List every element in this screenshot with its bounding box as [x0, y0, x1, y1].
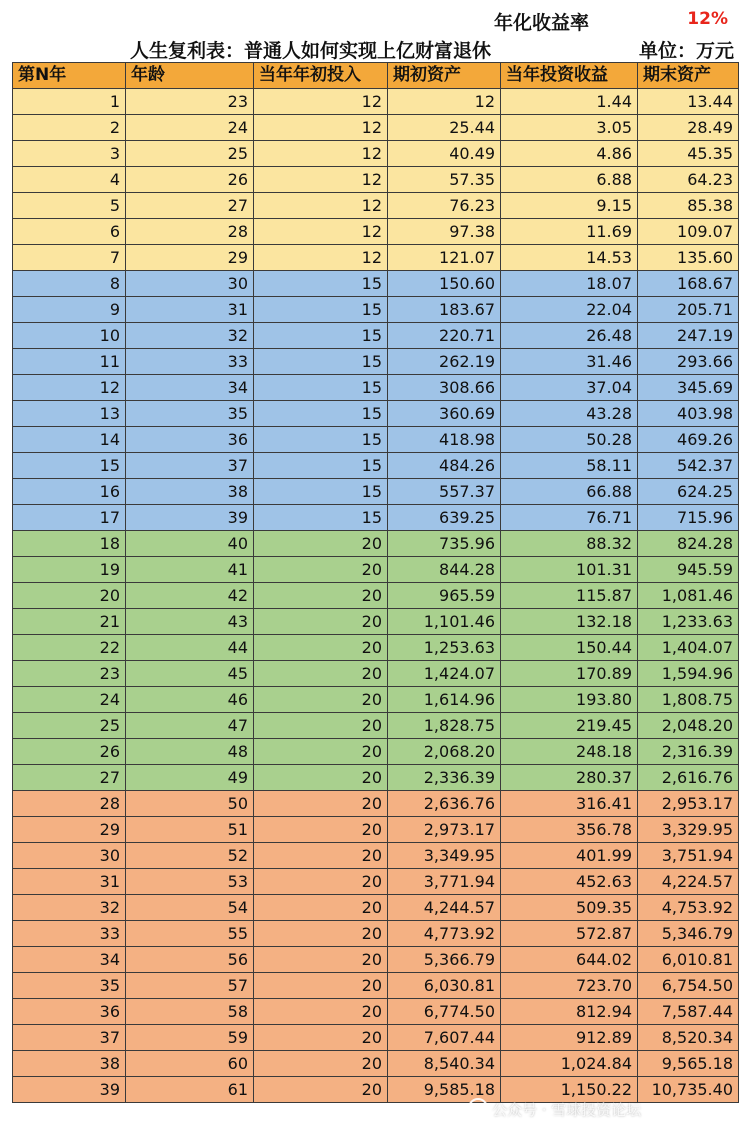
cell-age: 49 — [126, 765, 254, 791]
cell-annual-return: 150.44 — [501, 635, 638, 661]
cell-year-n: 13 — [13, 401, 126, 427]
cell-age: 55 — [126, 921, 254, 947]
cell-opening-assets: 25.44 — [388, 115, 501, 141]
cell-annual-investment: 20 — [254, 583, 388, 609]
cell-year-n: 39 — [13, 1077, 126, 1103]
cell-age: 40 — [126, 531, 254, 557]
cell-age: 24 — [126, 115, 254, 141]
cell-closing-assets: 247.19 — [638, 323, 739, 349]
cell-opening-assets: 97.38 — [388, 219, 501, 245]
table-row — [13, 791, 739, 817]
cell-annual-investment: 20 — [254, 973, 388, 999]
cell-annual-return: 101.31 — [501, 557, 638, 583]
cell-year-n: 6 — [13, 219, 126, 245]
table-row — [13, 375, 739, 401]
cell-closing-assets: 135.60 — [638, 245, 739, 271]
cell-annual-return: 644.02 — [501, 947, 638, 973]
table-row — [13, 1051, 739, 1077]
cell-opening-assets: 3,771.94 — [388, 869, 501, 895]
cell-opening-assets: 1,614.96 — [388, 687, 501, 713]
table-row — [13, 141, 739, 167]
table-row — [13, 661, 739, 687]
cell-annual-investment: 20 — [254, 921, 388, 947]
cell-annual-investment: 20 — [254, 843, 388, 869]
table-row — [13, 817, 739, 843]
cell-annual-investment: 20 — [254, 947, 388, 973]
cell-year-n: 12 — [13, 375, 126, 401]
cell-annual-return: 14.53 — [501, 245, 638, 271]
cell-year-n: 23 — [13, 661, 126, 687]
header-age: 年龄 — [126, 63, 254, 89]
cell-annual-return: 248.18 — [501, 739, 638, 765]
cell-annual-investment: 20 — [254, 765, 388, 791]
cell-annual-return: 356.78 — [501, 817, 638, 843]
cell-annual-investment: 12 — [254, 193, 388, 219]
cell-annual-return: 9.15 — [501, 193, 638, 219]
cell-year-n: 5 — [13, 193, 126, 219]
cell-annual-return: 132.18 — [501, 609, 638, 635]
cell-year-n: 33 — [13, 921, 126, 947]
cell-annual-return: 76.71 — [501, 505, 638, 531]
table-header-row — [13, 63, 739, 89]
cell-age: 37 — [126, 453, 254, 479]
cell-closing-assets: 3,751.94 — [638, 843, 739, 869]
unit-label: 单位：万元 — [638, 40, 734, 62]
cell-closing-assets: 8,520.34 — [638, 1025, 739, 1051]
cell-year-n: 8 — [13, 271, 126, 297]
cell-opening-assets: 1,828.75 — [388, 713, 501, 739]
cell-closing-assets: 64.23 — [638, 167, 739, 193]
table-body — [13, 89, 739, 1103]
cell-opening-assets: 9,585.18 — [388, 1077, 501, 1103]
cell-age: 38 — [126, 479, 254, 505]
cell-closing-assets: 4,224.57 — [638, 869, 739, 895]
cell-annual-investment: 20 — [254, 999, 388, 1025]
cell-age: 47 — [126, 713, 254, 739]
cell-age: 25 — [126, 141, 254, 167]
compound-interest-table — [12, 62, 739, 1103]
cell-annual-investment: 20 — [254, 895, 388, 921]
table-row — [13, 271, 739, 297]
header-annual-investment: 当年年初投入 — [254, 63, 388, 89]
sheet-title: 人生复利表：普通人如何实现上亿财富退休 — [130, 40, 492, 62]
cell-annual-return: 1.44 — [501, 89, 638, 115]
cell-annual-investment: 20 — [254, 869, 388, 895]
table-row — [13, 843, 739, 869]
table-row — [13, 947, 739, 973]
cell-annual-investment: 15 — [254, 297, 388, 323]
cell-age: 41 — [126, 557, 254, 583]
cell-opening-assets: 1,424.07 — [388, 661, 501, 687]
cell-closing-assets: 28.49 — [638, 115, 739, 141]
cell-annual-investment: 15 — [254, 427, 388, 453]
cell-opening-assets: 418.98 — [388, 427, 501, 453]
cell-closing-assets: 205.71 — [638, 297, 739, 323]
cell-year-n: 22 — [13, 635, 126, 661]
cell-opening-assets: 557.37 — [388, 479, 501, 505]
cell-annual-investment: 15 — [254, 505, 388, 531]
cell-annual-return: 812.94 — [501, 999, 638, 1025]
wechat-icon — [468, 1098, 488, 1118]
cell-opening-assets: 5,366.79 — [388, 947, 501, 973]
cell-year-n: 24 — [13, 687, 126, 713]
cell-year-n: 37 — [13, 1025, 126, 1051]
cell-annual-investment: 15 — [254, 453, 388, 479]
table-row — [13, 1025, 739, 1051]
cell-opening-assets: 183.67 — [388, 297, 501, 323]
cell-annual-return: 18.07 — [501, 271, 638, 297]
cell-closing-assets: 542.37 — [638, 453, 739, 479]
cell-annual-investment: 12 — [254, 167, 388, 193]
cell-closing-assets: 715.96 — [638, 505, 739, 531]
cell-annual-return: 43.28 — [501, 401, 638, 427]
cell-opening-assets: 3,349.95 — [388, 843, 501, 869]
cell-closing-assets: 45.35 — [638, 141, 739, 167]
cell-closing-assets: 168.67 — [638, 271, 739, 297]
cell-annual-investment: 12 — [254, 141, 388, 167]
cell-closing-assets: 6,010.81 — [638, 947, 739, 973]
cell-closing-assets: 2,953.17 — [638, 791, 739, 817]
cell-year-n: 25 — [13, 713, 126, 739]
cell-closing-assets: 13.44 — [638, 89, 739, 115]
cell-age: 39 — [126, 505, 254, 531]
cell-year-n: 32 — [13, 895, 126, 921]
cell-annual-investment: 20 — [254, 791, 388, 817]
table-row — [13, 427, 739, 453]
table-row — [13, 453, 739, 479]
table-row — [13, 349, 739, 375]
cell-closing-assets: 1,081.46 — [638, 583, 739, 609]
cell-closing-assets: 403.98 — [638, 401, 739, 427]
cell-annual-return: 22.04 — [501, 297, 638, 323]
cell-closing-assets: 2,048.20 — [638, 713, 739, 739]
cell-annual-return: 3.05 — [501, 115, 638, 141]
table-row — [13, 869, 739, 895]
cell-annual-investment: 20 — [254, 531, 388, 557]
header-year-n: 第N年 — [13, 63, 126, 89]
cell-age: 34 — [126, 375, 254, 401]
cell-year-n: 10 — [13, 323, 126, 349]
cell-annual-return: 6.88 — [501, 167, 638, 193]
cell-year-n: 27 — [13, 765, 126, 791]
cell-opening-assets: 12 — [388, 89, 501, 115]
cell-year-n: 16 — [13, 479, 126, 505]
cell-opening-assets: 150.60 — [388, 271, 501, 297]
cell-annual-investment: 20 — [254, 609, 388, 635]
cell-closing-assets: 2,616.76 — [638, 765, 739, 791]
cell-closing-assets: 624.25 — [638, 479, 739, 505]
cell-annual-investment: 20 — [254, 557, 388, 583]
cell-year-n: 18 — [13, 531, 126, 557]
cell-opening-assets: 4,244.57 — [388, 895, 501, 921]
cell-age: 35 — [126, 401, 254, 427]
table-row — [13, 245, 739, 271]
cell-age: 32 — [126, 323, 254, 349]
cell-age: 26 — [126, 167, 254, 193]
cell-year-n: 26 — [13, 739, 126, 765]
table-row — [13, 297, 739, 323]
cell-annual-return: 11.69 — [501, 219, 638, 245]
table-row — [13, 609, 739, 635]
cell-year-n: 35 — [13, 973, 126, 999]
rate-label: 年化收益率 — [494, 12, 590, 34]
cell-year-n: 3 — [13, 141, 126, 167]
cell-closing-assets: 5,346.79 — [638, 921, 739, 947]
cell-age: 50 — [126, 791, 254, 817]
cell-year-n: 15 — [13, 453, 126, 479]
cell-annual-return: 58.11 — [501, 453, 638, 479]
cell-closing-assets: 109.07 — [638, 219, 739, 245]
cell-age: 45 — [126, 661, 254, 687]
cell-annual-return: 115.87 — [501, 583, 638, 609]
cell-annual-return: 1,024.84 — [501, 1051, 638, 1077]
cell-closing-assets: 1,233.63 — [638, 609, 739, 635]
cell-closing-assets: 945.59 — [638, 557, 739, 583]
table-row — [13, 635, 739, 661]
cell-annual-investment: 15 — [254, 375, 388, 401]
table-row — [13, 219, 739, 245]
cell-opening-assets: 6,030.81 — [388, 973, 501, 999]
cell-year-n: 2 — [13, 115, 126, 141]
cell-annual-return: 219.45 — [501, 713, 638, 739]
cell-annual-investment: 20 — [254, 1077, 388, 1103]
table-row — [13, 505, 739, 531]
cell-closing-assets: 824.28 — [638, 531, 739, 557]
cell-age: 27 — [126, 193, 254, 219]
cell-year-n: 7 — [13, 245, 126, 271]
cell-opening-assets: 2,636.76 — [388, 791, 501, 817]
cell-year-n: 28 — [13, 791, 126, 817]
cell-age: 58 — [126, 999, 254, 1025]
cell-year-n: 38 — [13, 1051, 126, 1077]
cell-opening-assets: 2,336.39 — [388, 765, 501, 791]
cell-opening-assets: 484.26 — [388, 453, 501, 479]
cell-closing-assets: 1,594.96 — [638, 661, 739, 687]
cell-closing-assets: 7,587.44 — [638, 999, 739, 1025]
header-annual-return: 当年投资收益 — [501, 63, 638, 89]
cell-annual-investment: 15 — [254, 401, 388, 427]
cell-opening-assets: 4,773.92 — [388, 921, 501, 947]
cell-opening-assets: 6,774.50 — [388, 999, 501, 1025]
cell-annual-investment: 15 — [254, 271, 388, 297]
cell-annual-return: 88.32 — [501, 531, 638, 557]
cell-opening-assets: 40.49 — [388, 141, 501, 167]
cell-annual-investment: 20 — [254, 1051, 388, 1077]
cell-closing-assets: 85.38 — [638, 193, 739, 219]
cell-annual-return: 50.28 — [501, 427, 638, 453]
cell-annual-return: 1,150.22 — [501, 1077, 638, 1103]
cell-age: 52 — [126, 843, 254, 869]
header-closing-assets: 期末资产 — [638, 63, 739, 89]
cell-year-n: 34 — [13, 947, 126, 973]
cell-annual-return: 280.37 — [501, 765, 638, 791]
cell-opening-assets: 965.59 — [388, 583, 501, 609]
cell-opening-assets: 2,068.20 — [388, 739, 501, 765]
cell-closing-assets: 10,735.40 — [638, 1077, 739, 1103]
table-row — [13, 973, 739, 999]
cell-year-n: 4 — [13, 167, 126, 193]
cell-closing-assets: 6,754.50 — [638, 973, 739, 999]
cell-annual-investment: 20 — [254, 661, 388, 687]
cell-year-n: 17 — [13, 505, 126, 531]
cell-closing-assets: 345.69 — [638, 375, 739, 401]
table-row — [13, 531, 739, 557]
cell-opening-assets: 7,607.44 — [388, 1025, 501, 1051]
table-row — [13, 739, 739, 765]
table-row — [13, 323, 739, 349]
cell-closing-assets: 4,753.92 — [638, 895, 739, 921]
cell-closing-assets: 2,316.39 — [638, 739, 739, 765]
cell-opening-assets: 360.69 — [388, 401, 501, 427]
cell-opening-assets: 308.66 — [388, 375, 501, 401]
table-row — [13, 557, 739, 583]
table-row — [13, 115, 739, 141]
cell-year-n: 11 — [13, 349, 126, 375]
table-row — [13, 765, 739, 791]
cell-age: 28 — [126, 219, 254, 245]
cell-age: 33 — [126, 349, 254, 375]
cell-year-n: 1 — [13, 89, 126, 115]
cell-year-n: 36 — [13, 999, 126, 1025]
cell-year-n: 9 — [13, 297, 126, 323]
cell-closing-assets: 9,565.18 — [638, 1051, 739, 1077]
cell-closing-assets: 1,404.07 — [638, 635, 739, 661]
cell-annual-investment: 15 — [254, 323, 388, 349]
cell-annual-investment: 12 — [254, 245, 388, 271]
cell-opening-assets: 57.35 — [388, 167, 501, 193]
cell-age: 54 — [126, 895, 254, 921]
table-row — [13, 401, 739, 427]
cell-age: 61 — [126, 1077, 254, 1103]
table-row — [13, 895, 739, 921]
cell-annual-investment: 20 — [254, 713, 388, 739]
table-row — [13, 167, 739, 193]
cell-annual-investment: 20 — [254, 687, 388, 713]
cell-year-n: 19 — [13, 557, 126, 583]
cell-opening-assets: 735.96 — [388, 531, 501, 557]
cell-age: 30 — [126, 271, 254, 297]
cell-age: 60 — [126, 1051, 254, 1077]
cell-annual-return: 26.48 — [501, 323, 638, 349]
cell-annual-return: 723.70 — [501, 973, 638, 999]
cell-opening-assets: 262.19 — [388, 349, 501, 375]
header-rate-row — [0, 8, 752, 36]
cell-closing-assets: 3,329.95 — [638, 817, 739, 843]
table-row — [13, 193, 739, 219]
cell-annual-return: 193.80 — [501, 687, 638, 713]
cell-annual-return: 4.86 — [501, 141, 638, 167]
cell-annual-investment: 20 — [254, 817, 388, 843]
cell-annual-investment: 12 — [254, 89, 388, 115]
cell-annual-return: 912.89 — [501, 1025, 638, 1051]
cell-age: 57 — [126, 973, 254, 999]
cell-age: 46 — [126, 687, 254, 713]
cell-age: 23 — [126, 89, 254, 115]
cell-year-n: 31 — [13, 869, 126, 895]
cell-age: 42 — [126, 583, 254, 609]
cell-age: 44 — [126, 635, 254, 661]
cell-closing-assets: 1,808.75 — [638, 687, 739, 713]
cell-annual-investment: 12 — [254, 115, 388, 141]
cell-age: 36 — [126, 427, 254, 453]
cell-age: 29 — [126, 245, 254, 271]
cell-annual-return: 37.04 — [501, 375, 638, 401]
watermark-text: 公众号 · 雪球投资论坛 — [492, 1101, 642, 1119]
cell-age: 56 — [126, 947, 254, 973]
header-title-row — [0, 36, 752, 64]
table-row — [13, 583, 739, 609]
cell-opening-assets: 639.25 — [388, 505, 501, 531]
cell-year-n: 20 — [13, 583, 126, 609]
cell-year-n: 21 — [13, 609, 126, 635]
header-opening-assets: 期初资产 — [388, 63, 501, 89]
cell-annual-investment: 20 — [254, 739, 388, 765]
cell-annual-return: 66.88 — [501, 479, 638, 505]
cell-year-n: 30 — [13, 843, 126, 869]
watermark — [468, 1098, 641, 1120]
cell-age: 51 — [126, 817, 254, 843]
cell-annual-return: 170.89 — [501, 661, 638, 687]
cell-year-n: 14 — [13, 427, 126, 453]
cell-annual-investment: 15 — [254, 349, 388, 375]
cell-age: 31 — [126, 297, 254, 323]
cell-annual-investment: 12 — [254, 219, 388, 245]
table-row — [13, 479, 739, 505]
cell-opening-assets: 8,540.34 — [388, 1051, 501, 1077]
cell-age: 43 — [126, 609, 254, 635]
cell-closing-assets: 293.66 — [638, 349, 739, 375]
cell-opening-assets: 1,101.46 — [388, 609, 501, 635]
cell-age: 59 — [126, 1025, 254, 1051]
table-row — [13, 713, 739, 739]
cell-annual-return: 509.35 — [501, 895, 638, 921]
table-row — [13, 921, 739, 947]
cell-opening-assets: 121.07 — [388, 245, 501, 271]
cell-opening-assets: 1,253.63 — [388, 635, 501, 661]
cell-annual-investment: 15 — [254, 479, 388, 505]
table-row — [13, 999, 739, 1025]
table-row — [13, 687, 739, 713]
cell-opening-assets: 220.71 — [388, 323, 501, 349]
cell-annual-investment: 20 — [254, 635, 388, 661]
cell-annual-return: 316.41 — [501, 791, 638, 817]
cell-age: 48 — [126, 739, 254, 765]
cell-annual-return: 452.63 — [501, 869, 638, 895]
rate-value: 12% — [687, 9, 728, 29]
cell-annual-return: 31.46 — [501, 349, 638, 375]
cell-annual-investment: 20 — [254, 1025, 388, 1051]
cell-closing-assets: 469.26 — [638, 427, 739, 453]
cell-annual-return: 572.87 — [501, 921, 638, 947]
cell-opening-assets: 2,973.17 — [388, 817, 501, 843]
cell-opening-assets: 844.28 — [388, 557, 501, 583]
cell-age: 53 — [126, 869, 254, 895]
cell-opening-assets: 76.23 — [388, 193, 501, 219]
cell-annual-return: 401.99 — [501, 843, 638, 869]
table-row — [13, 89, 739, 115]
cell-year-n: 29 — [13, 817, 126, 843]
